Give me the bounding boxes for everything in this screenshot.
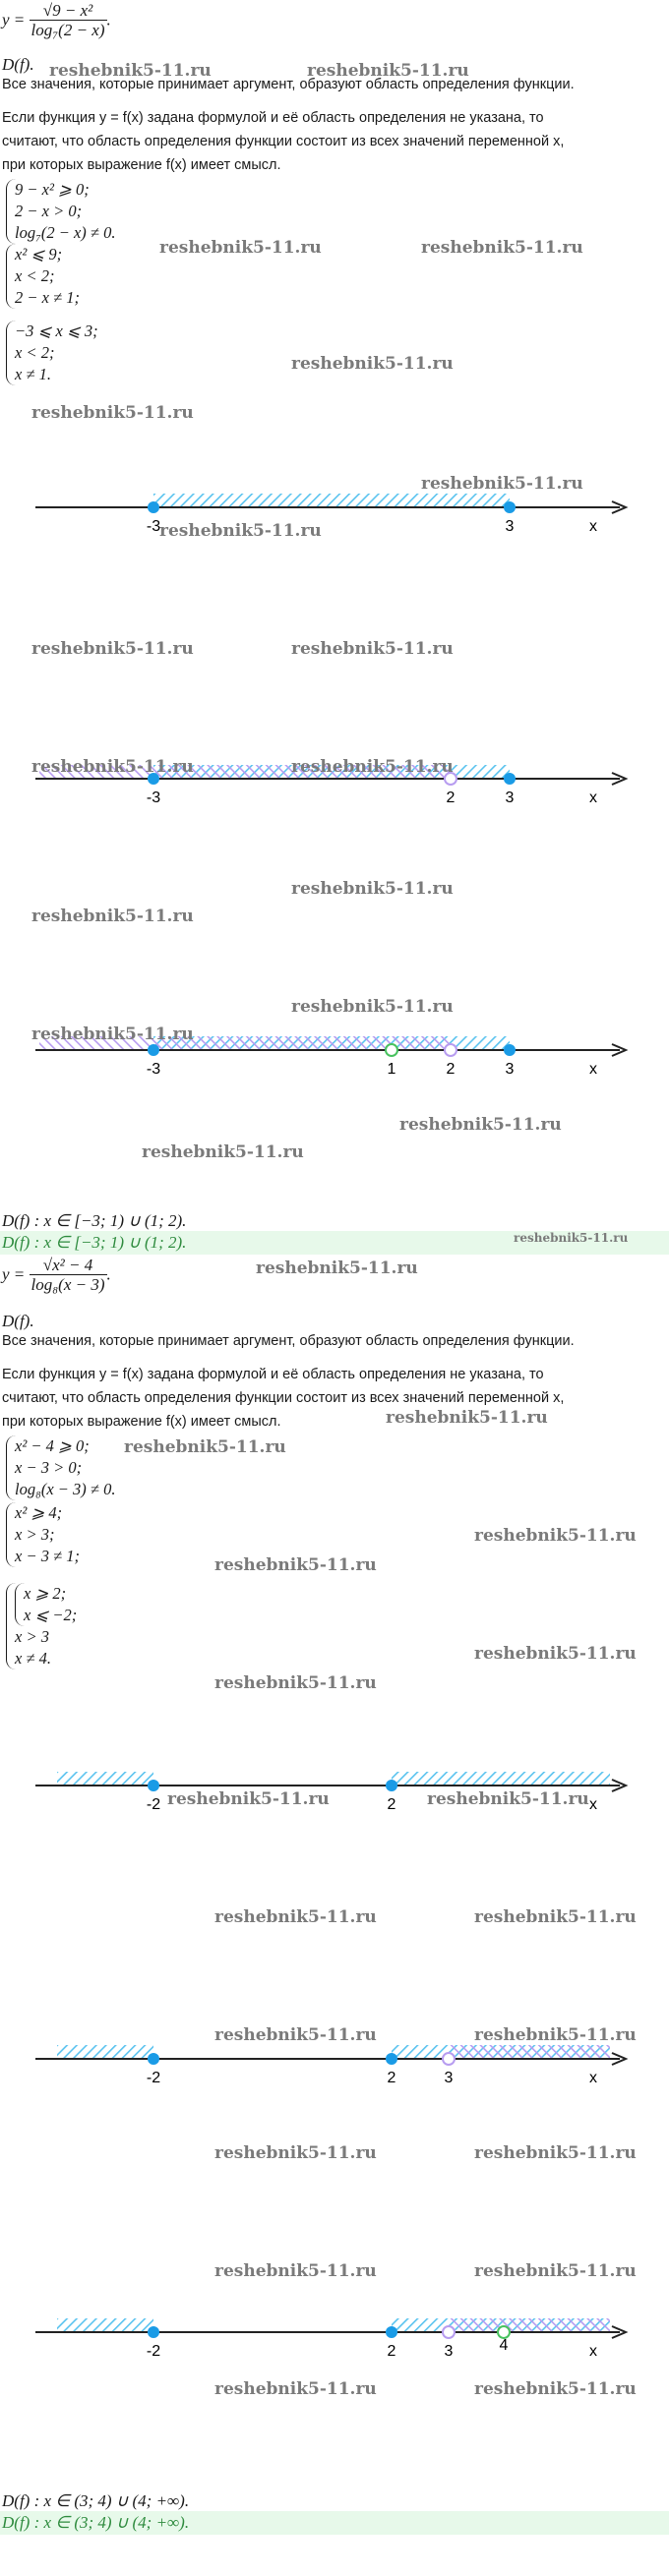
- p2-nl1-hatch-left: [57, 1772, 153, 1786]
- p2-def-line2: считают, что область определения функции состоит из всех значений переменной x,: [2, 1390, 565, 1406]
- p2-system1: [6, 1435, 115, 1500]
- p2-function: y = $\frac{\text{√x² − 4}}{\text{log₈(x − 3)}}$ .: [2, 1256, 111, 1294]
- p1-nl2-label: 3: [505, 790, 515, 806]
- p1-numerator: √9 − x²: [30, 2, 107, 21]
- p1-nl3-label: 3: [505, 1061, 515, 1078]
- p2-nl3-hatch-left: [57, 2318, 153, 2332]
- p2-system3-inner: [15, 1583, 77, 1626]
- watermark: reshebnik5-11.ru: [31, 757, 194, 777]
- p2-sys1-row: x² − 4 ⩾ 0;: [15, 1436, 90, 1455]
- p2-fraction: [30, 1257, 107, 1295]
- watermark: reshebnik5-11.ru: [49, 61, 212, 81]
- p1-sys1-row: log₇(2 − x) ≠ 0.: [15, 223, 116, 242]
- p1-sys3-row: x < 2;: [15, 343, 55, 362]
- watermark: reshebnik5-11.ru: [291, 757, 454, 777]
- watermark: reshebnik5-11.ru: [256, 1259, 418, 1278]
- watermark: reshebnik5-11.ru: [159, 521, 322, 541]
- p2-nl2-open-point: [443, 2053, 455, 2065]
- p2-nl1-hatch-right: [392, 1772, 610, 1786]
- watermark: reshebnik5-11.ru: [214, 1555, 377, 1575]
- p1-nl1-label: -3: [146, 518, 161, 535]
- watermark: reshebnik5-11.ru: [142, 1142, 304, 1162]
- p1-system1: [6, 179, 115, 244]
- p2-sys3-inner-row: x ⩽ −2;: [24, 1606, 78, 1624]
- watermark: reshebnik5-11.ru: [31, 403, 194, 423]
- p2-nl2-hatch-left: [57, 2045, 153, 2059]
- p1-domain-label: D(f).: [2, 55, 34, 74]
- p1-def-line1: Если функция y = f(x) задана формулой и её область определения не указана, то: [2, 110, 544, 126]
- p2-intro: Все значения, которые принимает аргумент, образуют область определения функции.: [2, 1333, 575, 1349]
- watermark: reshebnik5-11.ru: [159, 238, 322, 258]
- p2-func-lhs: y =: [2, 1264, 26, 1284]
- p2-nl3-hatch-purple: [449, 2318, 610, 2332]
- p1-intro: Все значения, которые принимает аргумент, образуют область определения функции.: [2, 77, 575, 92]
- watermark: reshebnik5-11.ru: [474, 1644, 637, 1664]
- p1-sys1-row: 9 − x² ⩾ 0;: [15, 180, 90, 199]
- p1-denominator: log₇(2 − x): [30, 21, 105, 39]
- watermark: reshebnik5-11.ru: [474, 2261, 637, 2281]
- watermark: reshebnik5-11.ru: [31, 907, 194, 926]
- p2-denominator: log₈(x − 3): [30, 1275, 105, 1294]
- watermark: reshebnik5-11.ru: [291, 997, 454, 1017]
- p1-nl3-point: [148, 1044, 159, 1056]
- watermark: reshebnik5-11.ru: [214, 1673, 377, 1693]
- p1-answer: D(f) : x ∈ [−3; 1) ∪ (1; 2).: [2, 1211, 187, 1230]
- p1-system3: [6, 321, 98, 385]
- p2-system3: [6, 1583, 77, 1669]
- p1-nl3-open-point: [386, 1044, 397, 1056]
- p2-answer-highlight: D(f) : x ∈ (3; 4) ∪ (4; +∞).: [2, 2513, 190, 2532]
- p1-answer-highlight: D(f) : x ∈ [−3; 1) ∪ (1; 2).: [2, 1233, 187, 1252]
- p1-def-line2: считают, что область определения функции состоит из всех значений переменной x,: [2, 134, 565, 149]
- p1-nl2-label: -3: [146, 790, 161, 806]
- p1-sys2-row: x² ⩽ 9;: [15, 245, 63, 263]
- p1-nl3-label: -3: [146, 1061, 161, 1078]
- p2-domain-label: D(f).: [2, 1312, 34, 1330]
- p2-sys2-row: x − 3 ≠ 1;: [15, 1547, 81, 1565]
- p2-def-line3: при которых выражение f(x) имеет смысл.: [2, 1414, 281, 1430]
- p2-nl2-label: 3: [444, 2070, 454, 2086]
- p1-sys3-row: x ≠ 1.: [15, 365, 52, 383]
- p2-sys2-row: x² ⩾ 4;: [15, 1503, 63, 1522]
- p2-nl3-point: [386, 2326, 397, 2338]
- p2-system2: [6, 1502, 80, 1567]
- p1-sys2-row: 2 − x ≠ 1;: [15, 288, 81, 307]
- p2-sys3-row: x > 3: [15, 1627, 49, 1646]
- watermark: reshebnik5-11.ru: [474, 2143, 637, 2163]
- p1-nl3-axis-label: x: [589, 1061, 597, 1078]
- p2-nl3-label: 2: [387, 2343, 396, 2360]
- watermark: reshebnik5-11.ru: [421, 238, 583, 258]
- p1-nl2-label: 2: [446, 790, 456, 806]
- p1-nl1-label: 3: [505, 518, 515, 535]
- p1-func-lhs: y =: [2, 10, 26, 29]
- p2-number-line-3: [0, 2307, 669, 2366]
- p2-sys3-inner-row: x ⩾ 2;: [24, 1584, 67, 1603]
- watermark: reshebnik5-11.ru: [291, 879, 454, 899]
- p1-sys2-row: x < 2;: [15, 266, 55, 285]
- p2-nl3-axis-label: x: [589, 2343, 597, 2360]
- p2-nl2-hatch-purple: [449, 2045, 610, 2059]
- watermark: reshebnik5-11.ru: [474, 1526, 637, 1546]
- p1-nl3-label: 2: [446, 1061, 456, 1078]
- p1-system2: [6, 244, 80, 309]
- p2-nl3-open-point: [443, 2326, 455, 2338]
- p1-function: y = $\frac{\text{√9 − x²}}{\text{log₇(2 − x)}}$ .: [2, 1, 111, 39]
- p1-def-line3: при которых выражение f(x) имеет смысл.: [2, 157, 281, 173]
- p1-nl2-point: [504, 773, 516, 785]
- p1-nl3-label: 1: [387, 1061, 396, 1078]
- p2-sys3-row: x ≠ 4.: [15, 1649, 52, 1668]
- p2-nl1-point: [386, 1780, 397, 1791]
- p2-nl3-label: -2: [146, 2343, 161, 2360]
- p2-nl1-point: [148, 1780, 159, 1791]
- p2-nl3-label: 3: [444, 2343, 454, 2360]
- watermark: reshebnik5-11.ru: [399, 1115, 562, 1135]
- p1-nl1-point: [504, 501, 516, 513]
- watermark: reshebnik5-11.ru: [421, 474, 583, 494]
- watermark: reshebnik5-11.ru: [167, 1789, 330, 1809]
- watermark: reshebnik5-11.ru: [31, 639, 194, 659]
- watermark: reshebnik5-11.ru: [474, 2025, 637, 2045]
- p2-sys1-row: log₈(x − 3) ≠ 0.: [15, 1480, 116, 1498]
- p1-sys1-row: 2 − x > 0;: [15, 202, 83, 220]
- watermark: reshebnik5-11.ru: [214, 2143, 377, 2163]
- p2-nl2-point: [386, 2053, 397, 2065]
- p2-nl2-label: -2: [146, 2070, 161, 2086]
- p2-nl3-point: [148, 2326, 159, 2338]
- watermark: reshebnik5-11.ru: [214, 2025, 377, 2045]
- p1-nl1-point: [148, 501, 159, 513]
- p2-numerator: √x² − 4: [30, 1257, 107, 1275]
- p2-sys1-row: x − 3 > 0;: [15, 1458, 83, 1477]
- watermark: reshebnik5-11.ru: [124, 1437, 286, 1457]
- p1-fraction: [30, 2, 107, 40]
- p1-nl2-axis-label: x: [589, 790, 597, 806]
- p1-sys3-row: −3 ⩽ x ⩽ 3;: [15, 322, 98, 340]
- p2-answer: D(f) : x ∈ (3; 4) ∪ (4; +∞).: [2, 2491, 190, 2510]
- p2-nl1-label: -2: [146, 1796, 161, 1813]
- p2-nl1-axis-label: x: [589, 1796, 597, 1813]
- p2-nl2-label: 2: [387, 2070, 396, 2086]
- p2-nl1-label: 2: [387, 1796, 396, 1813]
- p2-nl2-axis-label: x: [589, 2070, 597, 2086]
- watermark: reshebnik5-11.ru: [291, 354, 454, 374]
- watermark: reshebnik5-11.ru: [386, 1408, 548, 1428]
- watermark: reshebnik5-11.ru: [214, 2379, 377, 2399]
- p2-nl2-point: [148, 2053, 159, 2065]
- watermark: reshebnik5-11.ru: [291, 639, 454, 659]
- p2-sys2-row: x > 3;: [15, 1525, 55, 1544]
- watermark: reshebnik5-11.ru: [214, 1907, 377, 1927]
- p1-nl1-hatch-blue: [153, 494, 510, 507]
- p1-nl1-axis-label: x: [589, 518, 597, 535]
- p2-def-line1: Если функция y = f(x) задана формулой и её область определения не указана, то: [2, 1367, 544, 1382]
- watermark: reshebnik5-11.ru: [474, 2379, 637, 2399]
- watermark: reshebnik5-11.ru: [474, 1907, 637, 1927]
- p1-nl3-point: [504, 1044, 516, 1056]
- watermark: reshebnik5-11.ru: [427, 1789, 589, 1809]
- watermark: reshebnik5-11.ru: [514, 1231, 629, 1245]
- watermark: reshebnik5-11.ru: [307, 61, 469, 81]
- p1-nl3-open-point: [445, 1044, 456, 1056]
- watermark: reshebnik5-11.ru: [214, 2261, 377, 2281]
- watermark: reshebnik5-11.ru: [31, 1025, 194, 1044]
- p2-nl3-label: 4: [499, 2337, 509, 2354]
